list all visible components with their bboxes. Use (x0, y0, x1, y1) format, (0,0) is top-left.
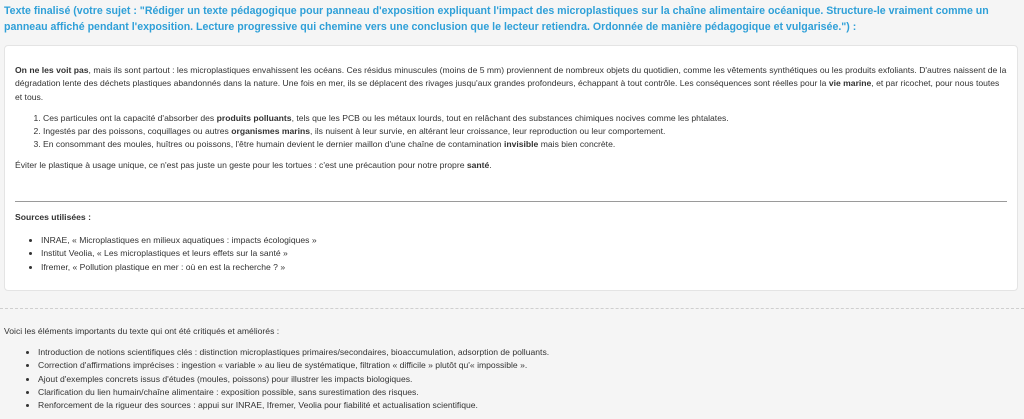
list-item: • Ifremer, « Pollution plastique en mer : où en est la recherche ? » (41, 261, 317, 274)
list-item: • Renforcement de la rigueur des sources : appui sur INRAE, Ifremer, Veolia pour fiabilité et actualisation scientifique. (38, 399, 549, 412)
divider (15, 201, 1007, 202)
bold-phrase: vie marine (828, 78, 872, 89)
conclusion-paragraph (15, 159, 1007, 172)
final-text-body (15, 64, 1007, 172)
final-text-card (4, 45, 1018, 291)
text-span: mais bien concrète. (538, 139, 616, 150)
list-item: • Institut Veolia, « Les microplastiques et leurs effets sur la santé » (41, 247, 317, 260)
list-item: • Clarification du lien humain/chaîne alimentaire : exposition possible, sans surestimation des risques. (38, 386, 549, 399)
list-item (43, 112, 1007, 125)
improvements-list (4, 346, 549, 412)
list-item: • Introduction de notions scientifiques clés : distinction microplastiques primaires/secondaires, bioaccumulation, adsorption de polluants. (38, 346, 549, 359)
list-item (43, 125, 1007, 138)
bold-phrase: produits polluants (216, 112, 292, 123)
text-span: Éviter le plastique à usage unique, ce n'est pas juste un geste pour les tortues : c'est une précaution pour notre propre (15, 159, 467, 170)
impact-list (15, 112, 1007, 152)
sources-title: Sources utilisées : (15, 212, 91, 222)
list-item: • INRAE, « Microplastiques en milieux aquatiques : impacts écologiques » (41, 234, 317, 247)
list-item: • Ajout d'exemples concrets issus d'études (moules, poissons) pour illustrer les impacts biologiques. (38, 373, 549, 386)
text-span: En consommant des moules, huîtres ou poissons, l'être humain devient le dernier maillon d'une chaîne de contamination (43, 139, 504, 150)
list-item: • Correction d'affirmations imprécises : ingestion « variable » au lieu de systématique, filtration « difficile » plutôt qu'« impossible ». (38, 359, 549, 372)
text-span: , ils nuisent à leur survie, en altérant leur croissance, leur reproduction ou leur comportement. (310, 126, 666, 137)
assignment-heading: Texte finalisé (votre sujet : "Rédiger un texte pédagogique pour panneau d'exposition expliquant l'impact des microplastiques sur la chaîne alimentaire océanique. Structure-le vraiment comme un panneau affiché pendant l'exposition. Lecture progressive qui chemine vers une conclusion que le lecteur retiendra. Ordonnée de manière pédagogique et vulgarisée.") : (4, 5, 989, 33)
bold-phrase: invisible (503, 139, 539, 150)
text-span: , mais ils sont partout : les microplastiques envahissent les océans. Ces résidus minuscules (moins de 5 mm) proviennent de nombreux objets du quotidien, comme les vêtements synthétiques ou les produits exfoliants. D'autres naissent de la dégradation lente des déchets plastiques abandonnés dans la nature. Une fois en mer, ils se déplacent des rivages jusqu'aux grandes profondeurs, échappant à tout contrôle. Les conséquences sont réelles pour la (15, 65, 1007, 89)
text-span: , tels que les PCB ou les métaux lourds, tout en relâchant des substances chimiques nocives comme les phtalates. (291, 112, 729, 123)
text-span: . (489, 159, 492, 170)
text-span: Ingestés par des poissons, coquillages ou autres (43, 126, 232, 137)
sources-list (15, 234, 317, 274)
intro-paragraph (15, 64, 1007, 104)
bold-phrase: On ne les voit pas (15, 65, 89, 75)
text-span: , et par ricochet, pour nous toutes et tous. (15, 78, 1000, 102)
bold-phrase: santé (466, 159, 490, 170)
section-divider (0, 308, 1024, 309)
text-span: Ces particules ont la capacité d'absorber des (43, 112, 217, 123)
critique-intro: Voici les éléments importants du texte qui ont été critiqués et améliorés : (4, 326, 280, 336)
bold-phrase: organismes marins (231, 126, 311, 137)
list-item (43, 138, 1007, 151)
